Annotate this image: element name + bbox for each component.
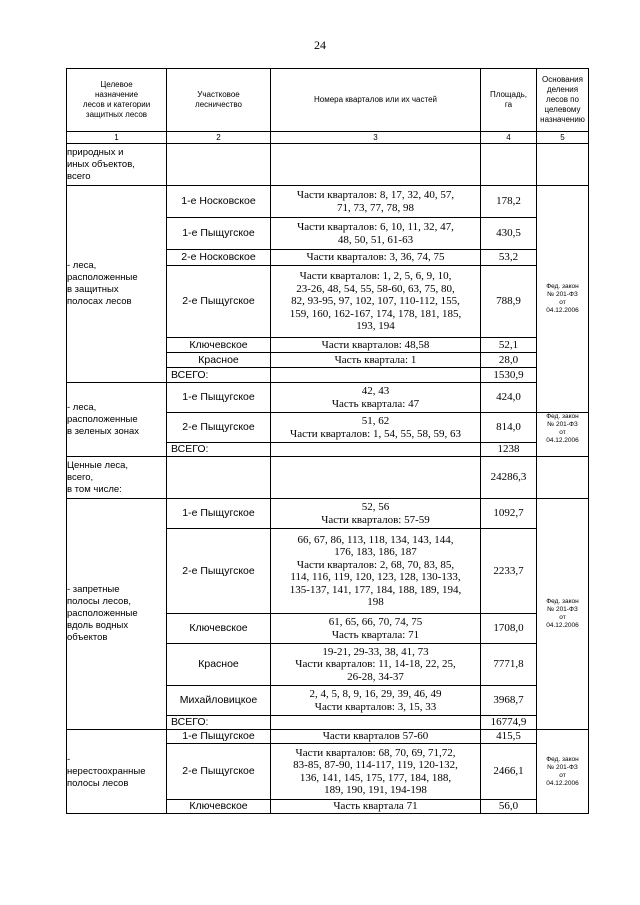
quarter-numbers xyxy=(271,250,481,266)
table-row xyxy=(67,730,589,744)
continuation-row xyxy=(67,144,589,186)
header-forestry xyxy=(167,69,271,132)
text-line: 2, 4, 5, 8, 9, 16, 29, 39, 46, 49 xyxy=(309,688,442,700)
forestry-name: Красное xyxy=(167,353,271,368)
table-row xyxy=(67,186,589,218)
text-line: Части кварталов: 2, 68, 70, 83, 85, xyxy=(296,558,455,571)
empty-cell xyxy=(271,443,481,457)
area-value: 53,2 xyxy=(481,250,537,266)
total-label: ВСЕГО: xyxy=(167,716,271,730)
area-value: 56,0 xyxy=(481,800,537,814)
column-number: 2 xyxy=(167,132,271,144)
area-value: 1092,7 xyxy=(481,499,537,529)
text-line: Фед. закон xyxy=(546,283,579,290)
text-line: 61, 65, 66, 70, 74, 75 xyxy=(328,616,423,628)
category-green-zones xyxy=(67,383,167,457)
text-line: назначению xyxy=(540,115,585,124)
text-line: № 201-ФЗ xyxy=(547,421,578,428)
text-line: полосы лесов xyxy=(67,777,129,789)
area-value: 814,0 xyxy=(481,413,537,443)
text-line: Фед. закон xyxy=(546,598,579,605)
quarter-numbers xyxy=(271,800,481,814)
forestry-name: Красное xyxy=(167,644,271,686)
total-area: 1530,9 xyxy=(481,368,537,383)
text-line: объектов xyxy=(67,632,108,643)
text-line: 193, 194 xyxy=(356,320,395,333)
text-line: 159, 160, 162-167, 174, 178, 181, 185, xyxy=(289,307,462,320)
forestry-name: 1-е Пыщугское xyxy=(167,499,271,529)
forestry-name: 1-е Пыщугское xyxy=(167,218,271,250)
text-line: от xyxy=(559,771,566,779)
text-line: целевому xyxy=(544,105,581,114)
forestry-name: Ключевское xyxy=(167,338,271,353)
text-line: Части кварталов: 1, 2, 5, 6, 9, 10, xyxy=(299,270,452,283)
text-line: 198 xyxy=(367,596,384,608)
text-line: Целевое xyxy=(100,80,133,89)
text-line: Ценные леса, xyxy=(67,459,129,471)
text-line: 82, 93-95, 97, 102, 107, 110-112, 155, xyxy=(291,295,460,308)
text-line: в том числе: xyxy=(67,483,122,495)
text-line: Части кварталов: 8, 17, 32, 40, 57, xyxy=(296,189,455,201)
quarter-numbers xyxy=(271,529,481,614)
continuation-label xyxy=(67,144,167,186)
quarter-numbers xyxy=(271,644,481,686)
quarter-numbers xyxy=(271,744,481,800)
total-area: 16774,9 xyxy=(481,716,537,730)
text-line: полосах лесов xyxy=(67,296,132,307)
text-line: от xyxy=(559,299,566,306)
text-line: 52, 56 xyxy=(361,501,390,513)
text-line: лесничество xyxy=(195,100,242,109)
legal-basis xyxy=(537,413,589,457)
text-line: защитных лесов xyxy=(85,110,148,119)
text-line: 48, 50, 51, 61-63 xyxy=(337,233,414,246)
text-line: 04.12.2006 xyxy=(546,437,579,444)
quarter-numbers xyxy=(271,730,481,744)
column-number: 1 xyxy=(67,132,167,144)
text-line: Часть квартала: 47 xyxy=(331,397,420,410)
header-area xyxy=(481,69,537,132)
legal-basis xyxy=(537,499,589,730)
text-line: в зеленых зонах xyxy=(67,425,140,437)
text-line: - запретные xyxy=(67,584,120,595)
area-value: 424,0 xyxy=(481,383,537,413)
quarter-numbers xyxy=(271,218,481,250)
empty-cell xyxy=(271,457,481,499)
text-line: деления xyxy=(546,85,579,94)
forestry-name: 1-е Носковское xyxy=(167,186,271,218)
valuable-forests-row xyxy=(67,457,589,499)
forestry-name: 2-е Пыщугское xyxy=(167,413,271,443)
text-line: расположенные xyxy=(67,413,138,425)
forestry-name: 2-е Пыщугское xyxy=(167,529,271,614)
area-value: 52,1 xyxy=(481,338,537,353)
text-line: расположенные xyxy=(67,608,138,619)
empty-cell xyxy=(167,144,271,186)
empty-cell xyxy=(271,368,481,383)
quarter-numbers xyxy=(271,499,481,529)
text-line: Части кварталов 57-60 xyxy=(322,730,429,743)
text-line: 71, 73, 77, 78, 98 xyxy=(337,201,414,214)
forestry-name: Ключевское xyxy=(167,800,271,814)
text-line: Части кварталов: 3, 15, 33 xyxy=(314,700,437,713)
empty-cell xyxy=(481,144,537,186)
area-value: 7771,8 xyxy=(481,644,537,686)
quarter-numbers xyxy=(271,383,481,413)
column-number: 3 xyxy=(271,132,481,144)
text-line: Части кварталов: 57-59 xyxy=(321,513,430,526)
area-value: 3968,7 xyxy=(481,686,537,716)
text-line: Части кварталов: 1, 54, 55, 58, 59, 63 xyxy=(290,427,461,440)
area-value: 2233,7 xyxy=(481,529,537,614)
text-line: Площадь, xyxy=(489,90,528,99)
empty-cell xyxy=(271,716,481,730)
forestry-name: 1-е Пыщугское xyxy=(167,730,271,744)
category-restricted-water-belts xyxy=(67,499,167,730)
text-line: Часть квартала: 71 xyxy=(331,628,420,641)
table-row xyxy=(67,383,589,413)
page-number: 24 xyxy=(314,38,326,52)
legal-basis xyxy=(537,186,589,413)
text-line: Часть квартала: 1 xyxy=(334,353,417,366)
text-line: от xyxy=(559,429,566,436)
text-line: 66, 67, 86, 113, 118, 134, 143, 144, xyxy=(297,533,454,546)
forestry-name: Михайловицкое xyxy=(167,686,271,716)
text-line: Части кварталов: 6, 10, 11, 32, 47, xyxy=(297,221,454,233)
area-value: 430,5 xyxy=(481,218,537,250)
forestry-name: 2-е Пыщугское xyxy=(167,266,271,338)
quarter-numbers xyxy=(271,338,481,353)
header-basis xyxy=(537,69,589,132)
text-line: 23-26, 48, 54, 55, 58-60, 63, 75, 80, xyxy=(296,282,455,295)
area-value: 178,2 xyxy=(481,186,537,218)
text-line: 04.12.2006 xyxy=(546,307,579,314)
total-label: ВСЕГО: xyxy=(167,368,271,383)
text-line: иных объектов, xyxy=(67,158,135,170)
quarter-numbers xyxy=(271,353,481,368)
forestry-name: 1-е Пыщугское xyxy=(167,383,271,413)
text-line: нерестоохранные xyxy=(67,765,146,777)
text-line: всего xyxy=(67,170,91,182)
text-line: 135-137, 141, 177, 184, 188, 189, 194, xyxy=(289,583,462,596)
text-line: природных и xyxy=(67,146,124,158)
header-purpose xyxy=(67,69,167,132)
empty-cell xyxy=(167,457,271,499)
text-line: расположенные xyxy=(67,272,138,283)
total-area: 1238 xyxy=(481,443,537,457)
text-line: Части кварталов: 48,58 xyxy=(321,338,430,351)
text-line: 136, 141, 145, 175, 177, 184, 188, xyxy=(299,771,452,784)
header-quarters xyxy=(271,69,481,132)
text-line: - леса, xyxy=(67,260,97,271)
text-line: - леса, xyxy=(67,401,97,413)
area-value: 24286,3 xyxy=(481,457,537,499)
legal-basis xyxy=(537,730,589,814)
text-line: от xyxy=(559,614,566,621)
text-line: 83-85, 87-90, 114-117, 119, 120-132, xyxy=(293,759,458,771)
text-line: № 201-ФЗ xyxy=(547,606,578,613)
text-line: 114, 116, 119, 120, 123, 128, 130-133, xyxy=(290,571,461,583)
forestry-name: 2-е Носковское xyxy=(167,250,271,266)
quarter-numbers xyxy=(271,413,481,443)
empty-cell xyxy=(271,144,481,186)
text-line: Части кварталов: 68, 70, 69, 71,72, xyxy=(295,746,456,759)
column-number: 5 xyxy=(537,132,589,144)
area-value: 788,9 xyxy=(481,266,537,338)
text-line: 51, 62 xyxy=(361,415,390,427)
text-line: 42, 43 xyxy=(361,385,390,397)
area-value: 28,0 xyxy=(481,353,537,368)
text-line: Участковое xyxy=(197,90,240,99)
text-line: назначение xyxy=(94,90,139,99)
text-line: - xyxy=(67,753,71,765)
text-line: № 201-ФЗ xyxy=(547,763,578,771)
area-value: 415,5 xyxy=(481,730,537,744)
text-line: лесов по xyxy=(546,95,579,104)
text-line: Номера кварталов или их частей xyxy=(313,95,437,104)
quarter-numbers xyxy=(271,614,481,644)
text-line: 189, 190, 191, 194-198 xyxy=(324,784,427,796)
header-row xyxy=(67,69,589,132)
area-value: 2466,1 xyxy=(481,744,537,800)
column-number: 4 xyxy=(481,132,537,144)
text-line: 04.12.2006 xyxy=(546,622,579,629)
quarter-numbers xyxy=(271,266,481,338)
text-line: 04.12.2006 xyxy=(546,779,579,787)
forestry-name: Ключевское xyxy=(167,614,271,644)
quarter-numbers xyxy=(271,686,481,716)
text-line: Часть квартала 71 xyxy=(333,800,418,813)
text-line: Части кварталов: 11, 14-18, 22, 25, xyxy=(295,658,456,671)
quarter-numbers xyxy=(271,186,481,218)
text-line: лесов и категории xyxy=(82,100,151,109)
text-line: Части кварталов: 3, 36, 74, 75 xyxy=(306,251,445,264)
text-line: Фед. закон xyxy=(546,755,579,763)
forestry-name: 2-е Пыщугское xyxy=(167,744,271,800)
area-value: 1708,0 xyxy=(481,614,537,644)
text-line: Основания xyxy=(542,75,583,84)
text-line: Фед. закон xyxy=(546,413,579,420)
text-line: 26-28, 34-37 xyxy=(347,670,404,683)
table-row xyxy=(67,499,589,529)
total-label: ВСЕГО: xyxy=(167,443,271,457)
category-valuable-forests xyxy=(67,457,167,499)
category-protective-belts xyxy=(67,186,167,383)
empty-cell xyxy=(537,144,589,186)
forest-table xyxy=(66,68,589,814)
text-line: всего, xyxy=(67,471,94,483)
text-line: № 201-ФЗ xyxy=(547,291,578,298)
text-line: 176, 183, 186, 187 xyxy=(334,546,417,558)
category-spawning-belts xyxy=(67,730,167,814)
empty-cell xyxy=(537,457,589,499)
text-line: полосы лесов, xyxy=(67,596,132,607)
column-number-row xyxy=(67,132,589,144)
text-line: вдоль водных xyxy=(67,620,129,631)
text-line: 19-21, 29-33, 38, 41, 73 xyxy=(322,645,429,658)
text-line: га xyxy=(504,100,513,109)
text-line: в защитных xyxy=(67,284,119,295)
